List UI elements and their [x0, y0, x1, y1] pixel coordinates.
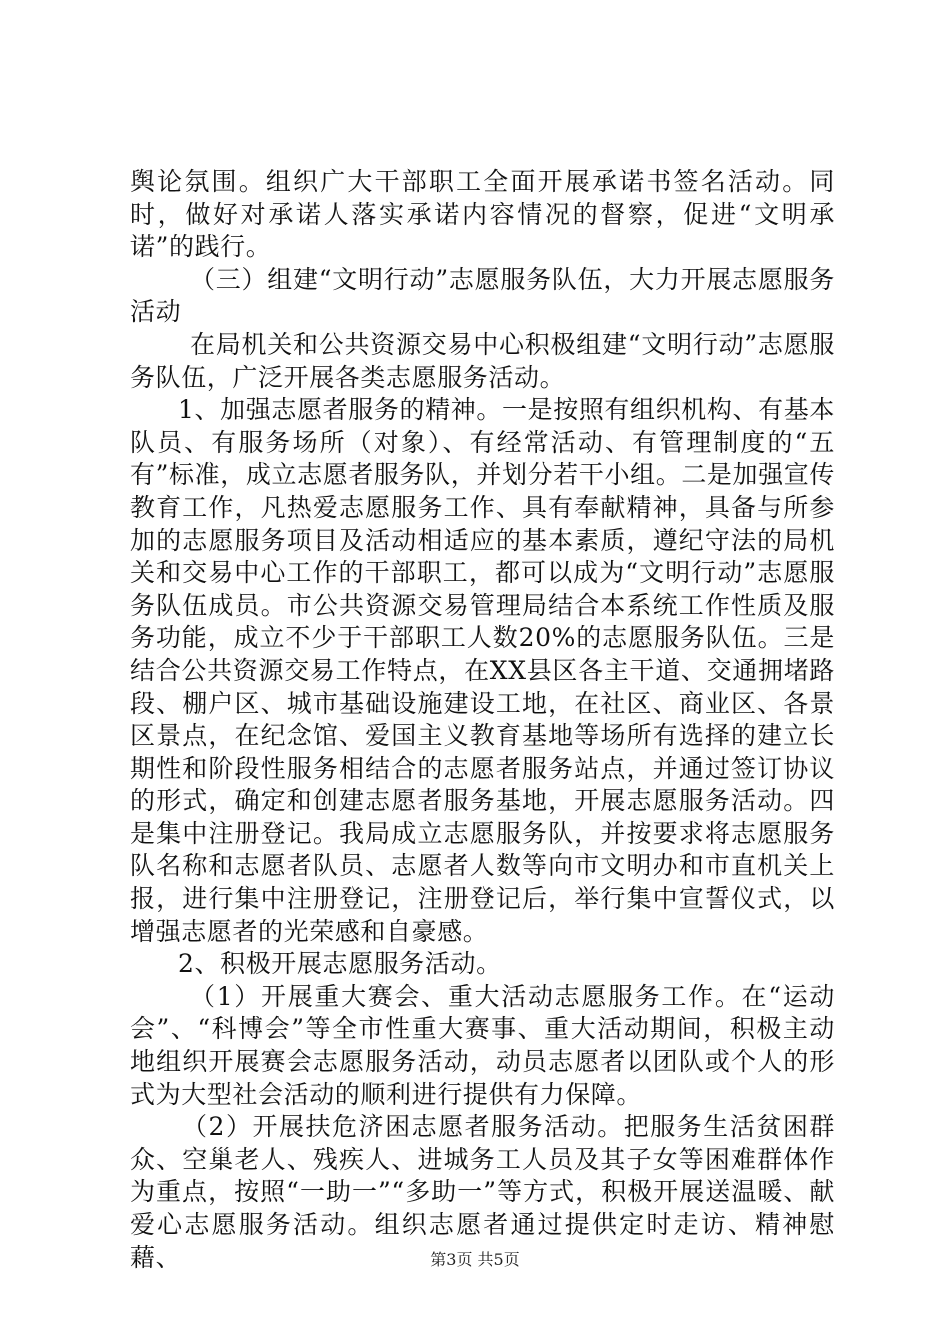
section-heading-3: （三）组建“文明行动”志愿服务队伍，大力开展志愿服务活动: [130, 264, 835, 327]
page-footer: 第3页 共5页: [430, 1250, 520, 1269]
paragraph-subitem-2: （2）开展扶危济困志愿者服务活动。把服务生活贫困群众、空巢老人、残疾人、进城务工人员及其子女等困难群体作为重点，按照“一助一”“多助一”等方式，积极开展送温暖、献爱心志愿服务活动。组织志愿者通过提供定时走访、精神慰藉、: [130, 1112, 835, 1272]
document-body: [130, 166, 835, 1274]
paragraph-intro: 在局机关和公共资源交易中心积极组建“文明行动”志愿服务队伍，广泛开展各类志愿服务活动。: [130, 329, 835, 392]
paragraph-item-2: 2、积极开展志愿服务活动。: [178, 949, 502, 979]
paragraph-item-1: 1、加强志愿者服务的精神。一是按照有组织机构、有基本队员、有服务场所（对象）、有经常活动、有管理制度的“五有”标准，成立志愿者服务队，并划分若干小组。二是加强宣传教育工作，凡热爱志愿服务工作、具有奉献精神，具备与所参加的志愿服务项目及活动相适应的基本素质，遵纪守法的局机关和交易中心工作的干部职工，都可以成为“文明行动”志愿服务队伍成员。市公共资源交易管理局结合本系统工作性质及服务功能，成立不少于干部职工人数20%的志愿服务队伍。三是结合公共资源交易工作特点，在XX县区各主干道、交通拥堵路段、棚户区、城市基础设施建设工地，在社区、商业区、各景区景点，在纪念馆、爱国主义教育基地等场所有选择的建立长期性和阶段性服务相结合的志愿者服务站点，并通过签订协议的形式，确定和创建志愿者服务基地，开展志愿服务活动。四是集中注册登记。我局成立志愿服务队，并按要求将志愿服务队名称和志愿者队员、志愿者人数等向市文明办和市直机关上报，进行集中注册登记，注册登记后，举行集中宣誓仪式，以增强志愿者的光荣感和自豪感。: [130, 395, 835, 946]
paragraph-continuation: 舆论氛围。组织广大干部职工全面开展承诺书签名活动。同时，做好对承诺人落实承诺内容情况的督察，促进“文明承诺”的践行。: [130, 167, 835, 262]
paragraph-subitem-1: （1）开展重大赛会、重大活动志愿服务工作。在“运动会”、“科博会”等全市性重大赛事、重大活动期间，积极主动地组织开展赛会志愿服务活动，动员志愿者以团队或个人的形式为大型社会活动的顺利进行提供有力保障。: [130, 981, 835, 1109]
